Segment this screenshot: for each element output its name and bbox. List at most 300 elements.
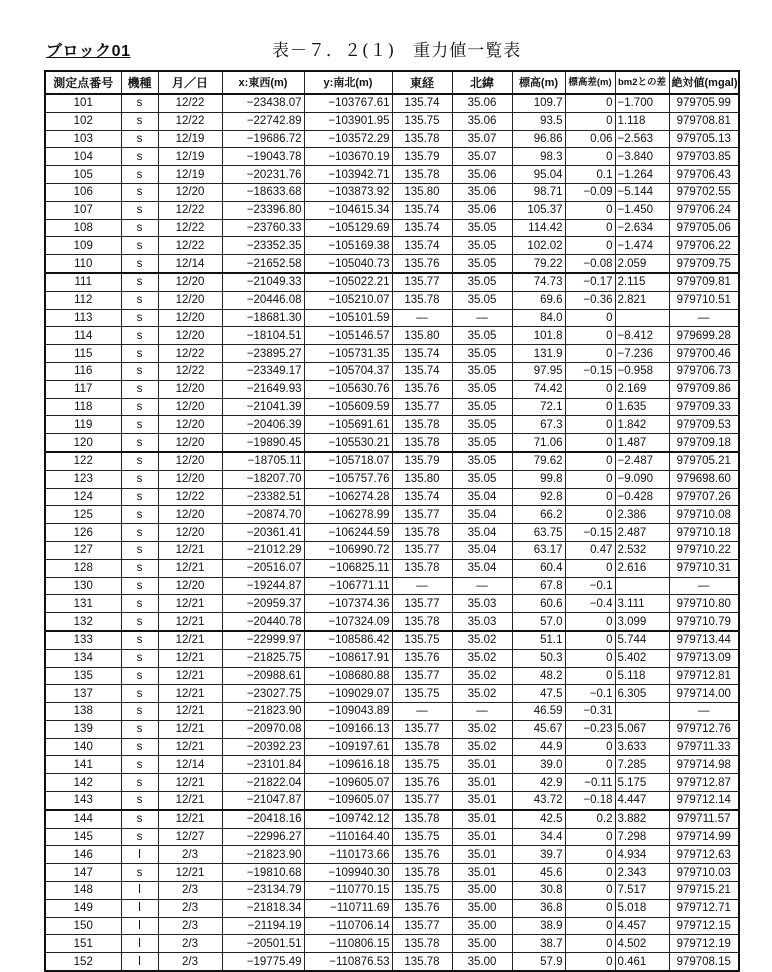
y-north-south-cell: −109197.61 (304, 738, 392, 756)
latitude-cell: 35.01 (452, 792, 512, 810)
elevation-cell: 102.02 (512, 237, 565, 255)
y-north-south-cell: −105704.37 (304, 362, 392, 380)
y-north-south-cell: −105691.61 (304, 416, 392, 434)
absolute-value-cell: 979712.81 (669, 667, 739, 685)
elevation-diff-cell: −0.17 (565, 273, 615, 291)
elevation-cell: 60.4 (512, 559, 565, 577)
date-cell: 12/19 (158, 148, 222, 166)
elevation-cell: 45.67 (512, 720, 565, 738)
table-row (45, 434, 739, 452)
absolute-value-cell: 979714.98 (669, 756, 739, 774)
bm2-diff-cell: 2.616 (615, 559, 669, 577)
bm2-diff-cell: 5.018 (615, 899, 669, 917)
table-row (45, 362, 739, 380)
longitude-cell: 135.76 (392, 899, 452, 917)
instrument-cell: s (121, 416, 158, 434)
bm2-diff-cell: 4.934 (615, 846, 669, 864)
latitude-cell: 35.01 (452, 846, 512, 864)
elevation-cell: 97.95 (512, 362, 565, 380)
y-north-south-cell: −103873.92 (304, 183, 392, 201)
point-number-cell: 105 (45, 166, 121, 184)
instrument-cell: l (121, 899, 158, 917)
date-cell: 12/21 (158, 810, 222, 828)
y-north-south-cell: −105022.21 (304, 273, 392, 291)
longitude-cell: 135.74 (392, 94, 452, 112)
date-cell: 12/20 (158, 183, 222, 201)
elevation-cell: 98.3 (512, 148, 565, 166)
col-header: 北緯 (452, 71, 512, 94)
absolute-value-cell: 979702.55 (669, 183, 739, 201)
absolute-value-cell: 979710.31 (669, 559, 739, 577)
point-number-cell: 146 (45, 846, 121, 864)
longitude-cell: 135.76 (392, 774, 452, 792)
date-cell: 12/21 (158, 774, 222, 792)
bm2-diff-cell (615, 703, 669, 721)
longitude-cell: 135.79 (392, 148, 452, 166)
date-cell: 2/3 (158, 935, 222, 953)
latitude-cell: 35.02 (452, 667, 512, 685)
latitude-cell: 35.02 (452, 649, 512, 667)
x-east-west-cell: −20361.41 (222, 524, 304, 542)
table-row (45, 452, 739, 470)
elevation-diff-cell: −0.09 (565, 183, 615, 201)
instrument-cell: s (121, 237, 158, 255)
table-row (45, 380, 739, 398)
elevation-diff-cell: 0 (565, 882, 615, 900)
col-header: 東経 (392, 71, 452, 94)
x-east-west-cell: −18104.51 (222, 327, 304, 345)
date-cell: 12/20 (158, 416, 222, 434)
y-north-south-cell: −105757.76 (304, 470, 392, 488)
table-row (45, 828, 739, 846)
elevation-cell: 99.8 (512, 470, 565, 488)
latitude-cell: 35.01 (452, 810, 512, 828)
date-cell: 12/21 (158, 738, 222, 756)
longitude-cell: 135.77 (392, 667, 452, 685)
date-cell: 12/21 (158, 541, 222, 559)
x-east-west-cell: −21823.90 (222, 703, 304, 721)
date-cell: 12/20 (158, 327, 222, 345)
absolute-value-cell: 979708.81 (669, 112, 739, 130)
bm2-diff-cell: 5.744 (615, 631, 669, 649)
bm2-diff-cell: −0.958 (615, 362, 669, 380)
date-cell: 12/22 (158, 345, 222, 363)
date-cell: 12/22 (158, 488, 222, 506)
instrument-cell: s (121, 291, 158, 309)
table-row (45, 541, 739, 559)
latitude-cell: 35.05 (452, 345, 512, 363)
absolute-value-cell: 979709.18 (669, 434, 739, 452)
absolute-value-cell: 979706.22 (669, 237, 739, 255)
absolute-value-cell: 979709.53 (669, 416, 739, 434)
longitude-cell: 135.78 (392, 416, 452, 434)
table-row (45, 595, 739, 613)
instrument-cell: s (121, 309, 158, 327)
bm2-diff-cell: 1.118 (615, 112, 669, 130)
elevation-cell: 105.37 (512, 201, 565, 219)
bm2-diff-cell: 5.067 (615, 720, 669, 738)
x-east-west-cell: −20516.07 (222, 559, 304, 577)
point-number-cell: 131 (45, 595, 121, 613)
instrument-cell: s (121, 219, 158, 237)
date-cell: 12/21 (158, 703, 222, 721)
bm2-diff-cell: 5.118 (615, 667, 669, 685)
absolute-value-cell: 979705.21 (669, 452, 739, 470)
longitude-cell: 135.80 (392, 183, 452, 201)
latitude-cell: 35.04 (452, 541, 512, 559)
elevation-diff-cell: 0 (565, 237, 615, 255)
bm2-diff-cell: 2.532 (615, 541, 669, 559)
table-row (45, 201, 739, 219)
x-east-west-cell: −20501.51 (222, 935, 304, 953)
date-cell: 2/3 (158, 953, 222, 971)
date-cell: 12/21 (158, 667, 222, 685)
date-cell: 12/20 (158, 380, 222, 398)
elevation-diff-cell: −0.08 (565, 255, 615, 273)
point-number-cell: 144 (45, 810, 121, 828)
point-number-cell: 140 (45, 738, 121, 756)
y-north-south-cell: −109029.07 (304, 685, 392, 703)
bm2-diff-cell: 1.635 (615, 398, 669, 416)
longitude-cell: 135.76 (392, 255, 452, 273)
bm2-diff-cell: 2.169 (615, 380, 669, 398)
elevation-diff-cell: 0 (565, 148, 615, 166)
table-row (45, 685, 739, 703)
longitude-cell: 135.76 (392, 846, 452, 864)
elevation-cell: 74.42 (512, 380, 565, 398)
point-number-cell: 128 (45, 559, 121, 577)
x-east-west-cell: −21041.39 (222, 398, 304, 416)
elevation-diff-cell: 0 (565, 327, 615, 345)
point-number-cell: 125 (45, 506, 121, 524)
latitude-cell: 35.04 (452, 488, 512, 506)
longitude-cell: 135.77 (392, 273, 452, 291)
elevation-cell: 66.2 (512, 506, 565, 524)
x-east-west-cell: −20392.23 (222, 738, 304, 756)
instrument-cell: s (121, 148, 158, 166)
y-north-south-cell: −105718.07 (304, 452, 392, 470)
latitude-cell: 35.02 (452, 738, 512, 756)
date-cell: 12/22 (158, 237, 222, 255)
col-header: 絶対値(mgal) (669, 71, 739, 94)
elevation-cell: 96.86 (512, 130, 565, 148)
elevation-diff-cell: 0 (565, 953, 615, 971)
y-north-south-cell: −106244.59 (304, 524, 392, 542)
latitude-cell: 35.00 (452, 935, 512, 953)
instrument-cell: s (121, 828, 158, 846)
table-row (45, 846, 739, 864)
date-cell: 12/20 (158, 434, 222, 452)
y-north-south-cell: −108680.88 (304, 667, 392, 685)
elevation-cell: 92.8 (512, 488, 565, 506)
latitude-cell: 35.01 (452, 756, 512, 774)
bm2-diff-cell: 7.298 (615, 828, 669, 846)
table-row (45, 148, 739, 166)
x-east-west-cell: −23438.07 (222, 94, 304, 112)
bm2-diff-cell: 3.882 (615, 810, 669, 828)
table-row (45, 219, 739, 237)
longitude-cell: 135.75 (392, 828, 452, 846)
elevation-cell: 44.9 (512, 738, 565, 756)
bm2-diff-cell: 7.517 (615, 882, 669, 900)
elevation-cell: 47.5 (512, 685, 565, 703)
col-header: 標高差(m) (565, 71, 615, 94)
x-east-west-cell: −20440.78 (222, 613, 304, 631)
longitude-cell: 135.77 (392, 720, 452, 738)
point-number-cell: 106 (45, 183, 121, 201)
instrument-cell: s (121, 94, 158, 112)
elevation-cell: 46.59 (512, 703, 565, 721)
table-row (45, 649, 739, 667)
latitude-cell: 35.00 (452, 953, 512, 971)
table-row (45, 255, 739, 273)
table-row (45, 506, 739, 524)
table-row (45, 183, 739, 201)
instrument-cell: s (121, 434, 158, 452)
latitude-cell: 35.04 (452, 506, 512, 524)
elevation-cell: 57.0 (512, 613, 565, 631)
elevation-cell: 101.8 (512, 327, 565, 345)
instrument-cell: s (121, 703, 158, 721)
latitude-cell: 35.01 (452, 864, 512, 882)
col-header: 標高(m) (512, 71, 565, 94)
absolute-value-cell: 979712.76 (669, 720, 739, 738)
longitude-cell: 135.74 (392, 345, 452, 363)
x-east-west-cell: −23895.27 (222, 345, 304, 363)
y-north-south-cell: −107324.09 (304, 613, 392, 631)
latitude-cell: 35.05 (452, 327, 512, 345)
x-east-west-cell: −21194.19 (222, 917, 304, 935)
y-north-south-cell: −106771.11 (304, 577, 392, 595)
point-number-cell: 119 (45, 416, 121, 434)
bm2-diff-cell: −2.487 (615, 452, 669, 470)
point-number-cell: 108 (45, 219, 121, 237)
absolute-value-cell: 979712.71 (669, 899, 739, 917)
elevation-diff-cell: 0.1 (565, 166, 615, 184)
instrument-cell: s (121, 810, 158, 828)
elevation-cell: 114.42 (512, 219, 565, 237)
elevation-diff-cell: 0.06 (565, 130, 615, 148)
table-row (45, 524, 739, 542)
latitude-cell: 35.01 (452, 828, 512, 846)
point-number-cell: 142 (45, 774, 121, 792)
absolute-value-cell: 979709.86 (669, 380, 739, 398)
latitude-cell: 35.07 (452, 130, 512, 148)
table-row (45, 577, 739, 595)
point-number-cell: 112 (45, 291, 121, 309)
elevation-diff-cell: 0 (565, 559, 615, 577)
table-row (45, 273, 739, 291)
instrument-cell: s (121, 398, 158, 416)
table-row (45, 917, 739, 935)
longitude-cell: 135.76 (392, 380, 452, 398)
point-number-cell: 147 (45, 864, 121, 882)
x-east-west-cell: −23352.35 (222, 237, 304, 255)
point-number-cell: 143 (45, 792, 121, 810)
date-cell: 12/22 (158, 362, 222, 380)
date-cell: 12/27 (158, 828, 222, 846)
elevation-cell: 95.04 (512, 166, 565, 184)
point-number-cell: 124 (45, 488, 121, 506)
elevation-cell: 57.9 (512, 953, 565, 971)
point-number-cell: 114 (45, 327, 121, 345)
instrument-cell: l (121, 935, 158, 953)
date-cell: 2/3 (158, 899, 222, 917)
instrument-cell: s (121, 524, 158, 542)
absolute-value-cell: 979706.43 (669, 166, 739, 184)
table-row (45, 882, 739, 900)
instrument-cell: l (121, 917, 158, 935)
instrument-cell: s (121, 201, 158, 219)
elevation-diff-cell: −0.4 (565, 595, 615, 613)
latitude-cell: 35.05 (452, 237, 512, 255)
elevation-diff-cell: −0.1 (565, 577, 615, 595)
date-cell: 12/21 (158, 559, 222, 577)
table-row (45, 613, 739, 631)
latitude-cell: 35.01 (452, 774, 512, 792)
table-row (45, 864, 739, 882)
x-east-west-cell: −18705.11 (222, 452, 304, 470)
instrument-cell: s (121, 685, 158, 703)
y-north-south-cell: −105101.59 (304, 309, 392, 327)
col-header: 測定点番号 (45, 71, 121, 94)
absolute-value-cell: 979714.00 (669, 685, 739, 703)
col-header: y:南北(m) (304, 71, 392, 94)
longitude-cell: 135.78 (392, 130, 452, 148)
elevation-cell: 30.8 (512, 882, 565, 900)
bm2-diff-cell: −2.634 (615, 219, 669, 237)
bm2-diff-cell: −7.236 (615, 345, 669, 363)
latitude-cell: 35.02 (452, 685, 512, 703)
elevation-diff-cell: 0 (565, 345, 615, 363)
elevation-cell: 42.9 (512, 774, 565, 792)
table-row (45, 94, 739, 112)
x-east-west-cell: −18207.70 (222, 470, 304, 488)
longitude-cell: 135.74 (392, 362, 452, 380)
point-number-cell: 145 (45, 828, 121, 846)
point-number-cell: 150 (45, 917, 121, 935)
latitude-cell: — (452, 703, 512, 721)
absolute-value-cell: 979715.21 (669, 882, 739, 900)
date-cell: 12/19 (158, 130, 222, 148)
block-label: ブロック01 (46, 43, 131, 60)
col-header: 月／日 (158, 71, 222, 94)
table-row (45, 720, 739, 738)
bm2-diff-cell: 6.305 (615, 685, 669, 703)
x-east-west-cell: −21047.87 (222, 792, 304, 810)
instrument-cell: s (121, 327, 158, 345)
elevation-diff-cell: 0 (565, 112, 615, 130)
instrument-cell: s (121, 273, 158, 291)
y-north-south-cell: −110806.15 (304, 935, 392, 953)
elevation-cell: 34.4 (512, 828, 565, 846)
bm2-diff-cell: −1.264 (615, 166, 669, 184)
elevation-cell: 79.22 (512, 255, 565, 273)
elevation-cell: 48.2 (512, 667, 565, 685)
date-cell: 12/20 (158, 577, 222, 595)
bm2-diff-cell: 5.175 (615, 774, 669, 792)
col-header: bm2との差 (615, 71, 669, 94)
latitude-cell: 35.06 (452, 166, 512, 184)
date-cell: 12/22 (158, 201, 222, 219)
bm2-diff-cell: 4.457 (615, 917, 669, 935)
absolute-value-cell: 979699.28 (669, 327, 739, 345)
latitude-cell: 35.06 (452, 94, 512, 112)
elevation-diff-cell: 0.47 (565, 541, 615, 559)
absolute-value-cell: 979710.22 (669, 541, 739, 559)
latitude-cell: 35.06 (452, 112, 512, 130)
y-north-south-cell: −110164.40 (304, 828, 392, 846)
point-number-cell: 109 (45, 237, 121, 255)
instrument-cell: s (121, 631, 158, 649)
point-number-cell: 127 (45, 541, 121, 559)
latitude-cell: 35.05 (452, 362, 512, 380)
x-east-west-cell: −21818.34 (222, 899, 304, 917)
x-east-west-cell: −22742.89 (222, 112, 304, 130)
latitude-cell: 35.05 (452, 416, 512, 434)
x-east-west-cell: −22996.27 (222, 828, 304, 846)
x-east-west-cell: −20446.08 (222, 291, 304, 309)
instrument-cell: s (121, 183, 158, 201)
point-number-cell: 115 (45, 345, 121, 363)
latitude-cell: 35.05 (452, 273, 512, 291)
y-north-south-cell: −105609.59 (304, 398, 392, 416)
x-east-west-cell: −19810.68 (222, 864, 304, 882)
table-body (45, 94, 739, 971)
table-row (45, 792, 739, 810)
y-north-south-cell: −104615.34 (304, 201, 392, 219)
instrument-cell: s (121, 452, 158, 470)
elevation-cell: 72.1 (512, 398, 565, 416)
absolute-value-cell: 979705.13 (669, 130, 739, 148)
date-cell: 12/14 (158, 255, 222, 273)
date-cell: 12/22 (158, 94, 222, 112)
absolute-value-cell: 979706.73 (669, 362, 739, 380)
date-cell: 12/21 (158, 613, 222, 631)
point-number-cell: 152 (45, 953, 121, 971)
point-number-cell: 103 (45, 130, 121, 148)
elevation-cell: 39.7 (512, 846, 565, 864)
table-row (45, 327, 739, 345)
elevation-diff-cell: 0 (565, 917, 615, 935)
elevation-diff-cell: 0 (565, 94, 615, 112)
longitude-cell: 135.76 (392, 649, 452, 667)
bm2-diff-cell: 3.099 (615, 613, 669, 631)
date-cell: 12/21 (158, 685, 222, 703)
longitude-cell: — (392, 577, 452, 595)
elevation-diff-cell: 0 (565, 846, 615, 864)
elevation-cell: 109.7 (512, 94, 565, 112)
x-east-west-cell: −20988.61 (222, 667, 304, 685)
latitude-cell: 35.00 (452, 899, 512, 917)
point-number-cell: 102 (45, 112, 121, 130)
elevation-cell: 60.6 (512, 595, 565, 613)
absolute-value-cell: 979711.33 (669, 738, 739, 756)
bm2-diff-cell: 2.115 (615, 273, 669, 291)
x-east-west-cell: −19244.87 (222, 577, 304, 595)
x-east-west-cell: −23134.79 (222, 882, 304, 900)
bm2-diff-cell: −8.412 (615, 327, 669, 345)
absolute-value-cell: 979707.26 (669, 488, 739, 506)
elevation-diff-cell: 0 (565, 398, 615, 416)
instrument-cell: s (121, 541, 158, 559)
bm2-diff-cell: −1.700 (615, 94, 669, 112)
absolute-value-cell: 979712.63 (669, 846, 739, 864)
longitude-cell: 135.77 (392, 595, 452, 613)
point-number-cell: 118 (45, 398, 121, 416)
longitude-cell: 135.77 (392, 398, 452, 416)
elevation-cell: 79.62 (512, 452, 565, 470)
